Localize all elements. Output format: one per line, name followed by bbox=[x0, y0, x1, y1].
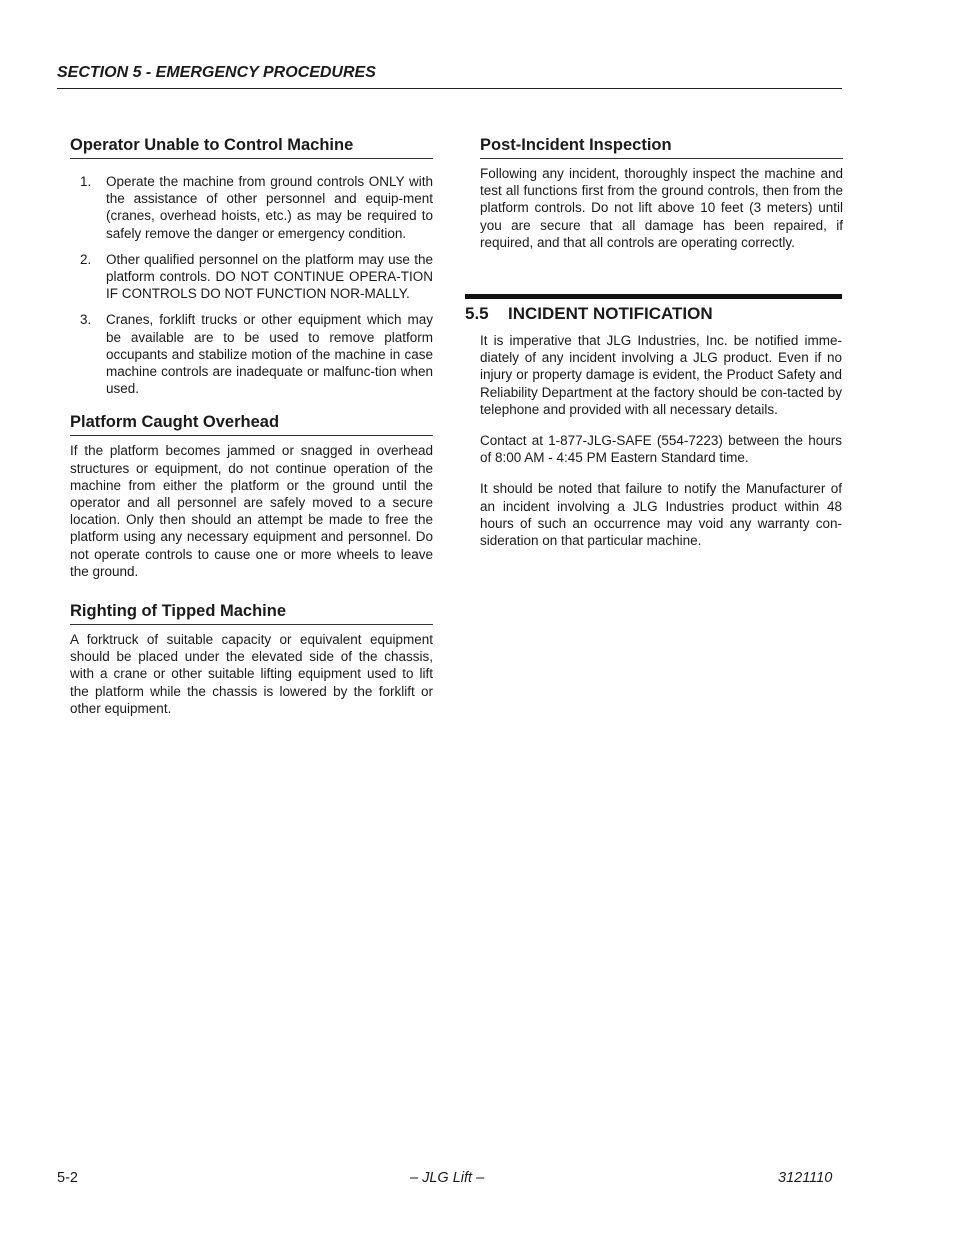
list-item-text: Other qualified personnel on the platform may use the platform controls. DO NOT CONTINUE OPERA-TION IF CONTROLS DO NOT FUNCTION NOR-MALLY. bbox=[106, 251, 433, 302]
list-item-number: 2. bbox=[80, 251, 92, 267]
footer-center: – JLG Lift – bbox=[410, 1170, 485, 1186]
heading-righting: Righting of Tipped Machine bbox=[70, 602, 433, 625]
section-divider-bar bbox=[465, 294, 842, 299]
list-item bbox=[70, 173, 433, 242]
list-item-number: 1. bbox=[80, 174, 92, 189]
righting-body: A forktruck of suitable capacity or equivalent equipment should be placed under the elevated side of the chassis, with a crane or other suitable lifting equipment used to lift the platform while the chassis is lowered by the forklift or other equipment. bbox=[70, 632, 433, 716]
notification-paragraph: It should be noted that failure to notify the Manufacturer of an incident involving a JLG Industries product within 48 hours of such an occurrence may void any warranty con-sideration on that particular machine. bbox=[480, 481, 842, 549]
document-number: 3121110 bbox=[778, 1170, 833, 1186]
section-title: SECTION 5 - EMERGENCY PROCEDURES bbox=[57, 64, 842, 89]
operator-unable-list bbox=[70, 173, 433, 397]
notification-paragraph: It is imperative that JLG Industries, Inc. be notified imme-diately of any incident involving a JLG product. Even if no injury or property damage is evident, the Product Safety and Reliability Department at the factory should be con-tacted by telephone and provided with all necessary details. bbox=[480, 333, 842, 417]
page-number: 5-2 bbox=[57, 1170, 78, 1186]
list-item-number: 3. bbox=[80, 312, 92, 328]
left-column bbox=[70, 136, 433, 731]
notification-paragraph: Contact at 1-877-JLG-SAFE (554-7223) between the hours of 8:00 AM - 4:45 PM Eastern Standard time. bbox=[480, 433, 842, 466]
platform-caught-body: If the platform becomes jammed or snagged in overhead structures or equipment, do not continue operation of the machine from either the platform or the ground until the operator and all personnel are safely moved to a secure location. Only then should an attempt be made to free the platform using any necessary equipment and personnel. Do not operate controls to cause one or more wheels to leave the ground. bbox=[70, 443, 433, 579]
incident-notification-section bbox=[465, 294, 842, 563]
section-number: 5.5 bbox=[465, 304, 489, 323]
list-item bbox=[70, 251, 433, 303]
list-item-text: Cranes, forklift trucks or other equipment which may be available are to be used to remove platform occupants and stabilize motion of the machine in case machine controls are inadequate or malfunc-tion when used. bbox=[106, 312, 433, 397]
post-incident-body: Following any incident, thoroughly inspect the machine and test all functions first from the ground controls, then from the platform controls. Do not lift above 10 feet (3 meters) until you are secure that all damage has been repaired, if required, and that all controls are operating correctly. bbox=[480, 166, 843, 250]
list-item-text: Operate the machine from ground controls ONLY with the assistance of other personnel and equip-ment (cranes, overhead hoists, etc.) as may be required to safely remove the danger or emergency condition. bbox=[106, 174, 433, 241]
heading-post-incident: Post-Incident Inspection bbox=[480, 136, 843, 159]
section-heading-text: INCIDENT NOTIFICATION bbox=[508, 304, 713, 323]
incident-notification-heading bbox=[465, 304, 842, 324]
right-column bbox=[480, 136, 843, 265]
heading-platform-caught: Platform Caught Overhead bbox=[70, 413, 433, 436]
heading-operator-unable: Operator Unable to Control Machine bbox=[70, 136, 433, 159]
incident-notification-body bbox=[480, 332, 842, 549]
list-item bbox=[70, 311, 433, 397]
